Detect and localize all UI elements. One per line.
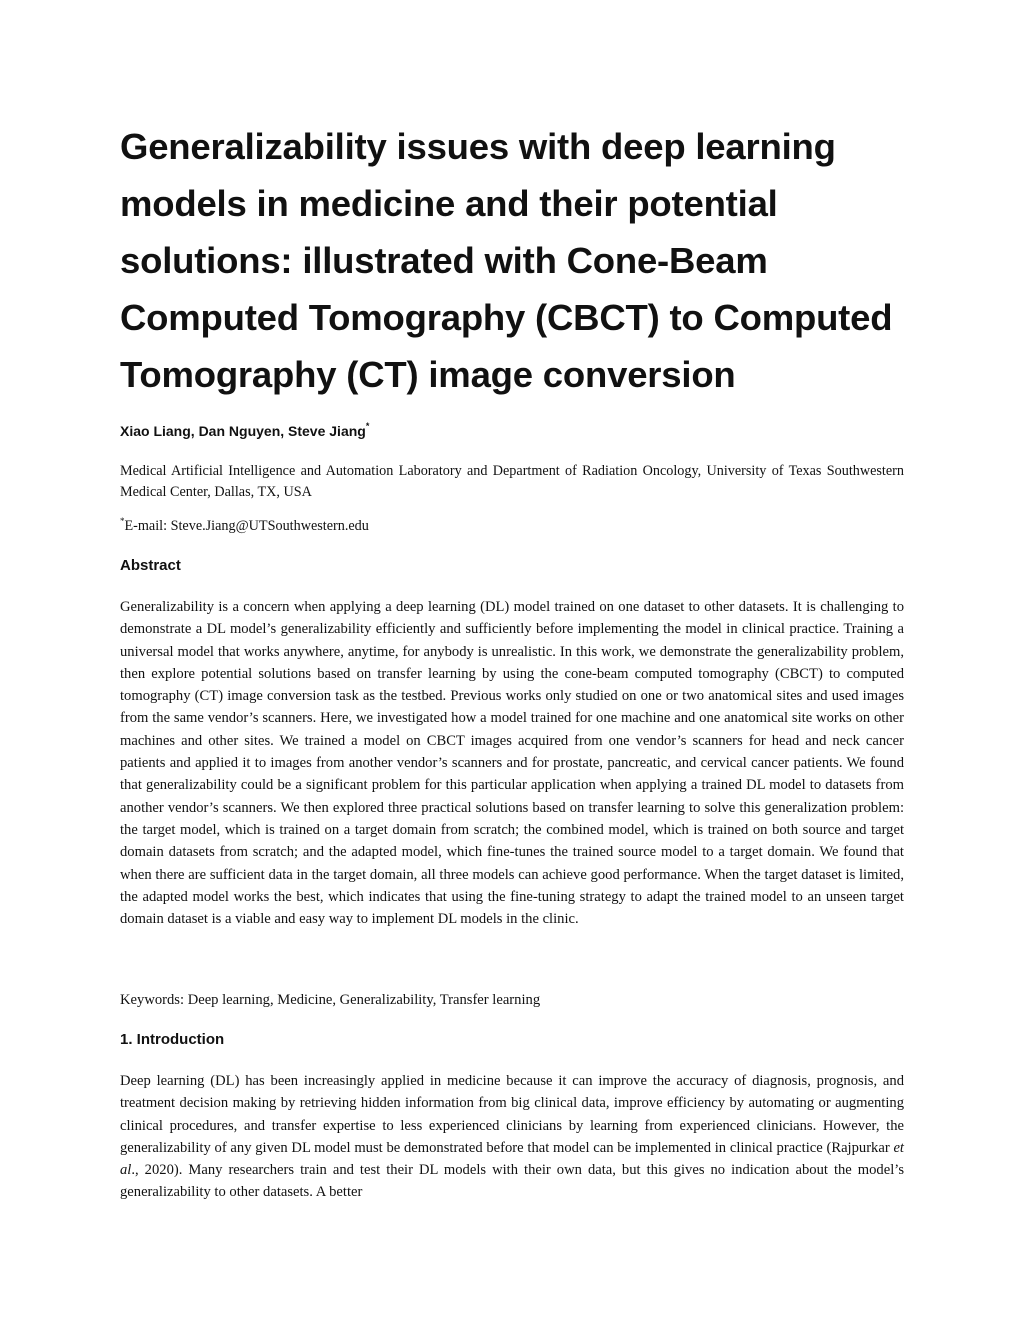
keywords: Keywords: Deep learning, Medicine, Generalizability, Transfer learning: [120, 992, 541, 1008]
abstract-heading: Abstract: [120, 557, 181, 574]
paper-title: Generalizability issues with deep learning models in medicine and their potential solutions: illustrated with Cone-Beam Computed Tomography (CBCT) to Computed Tomography (CT) image conversion: [120, 126, 893, 395]
intro-part-1: Deep learning (DL) has been increasingly applied in medicine because it can improve the accuracy of diagnosis, prognosis, and treatment decision making by retrieving hidden information from big clinical data, improve efficiency by automating or augmenting clinical procedures, and transfer expertise to less experienced clinicians by learning from experienced clinicians. However, the generalizability of any given DL model must be demonstrated before that model can be implemented in clinical practice (Rajpurkar: [120, 1073, 904, 1156]
intro-part-2: ., 2020). Many researchers train and test their DL models with their own data, but this gives no indication about the model’s generalizability to other datasets. A better: [120, 1162, 904, 1201]
author-list: [120, 421, 369, 441]
intro-et-al: et al: [120, 1139, 904, 1179]
introduction-heading: 1. Introduction: [120, 1031, 225, 1048]
corresponding-author-mark: *: [365, 421, 370, 431]
email-mark: *: [120, 516, 125, 526]
email-text: E-mail: Steve.Jiang@UTSouthwestern.edu: [124, 518, 369, 534]
abstract-text: Generalizability is a concern when applying a deep learning (DL) model trained on one dataset to other datasets. It is challenging to demonstrate a DL model’s generalizability efficiently and sufficiently before implementing the model in clinical practice. Training a universal model that works anywhere, anytime, for anybody is unrealistic. In this work, we demonstrate the generalizability problem, then explore potential solutions based on transfer learning by using the cone-beam computed tomography (CBCT) to computed tomography (CT) image conversion task as the testbed. Previous works only studied on one or two anatomical sites and used images from the same vendor’s scanners. Here, we investigated how a model trained for one machine and one anatomical site works on other machines and other sites. We trained a model on CBCT images acquired from one vendor’s scanners for head and neck cancer patients and applied it to images from another vendor’s scanners and for prostate, pancreatic, and cervical cancer patients. We found that generalizability could be a significant problem for this particular application when applying a trained DL model to datasets from another vendor’s scanners. We then explored three practical solutions based on transfer learning to solve this generalization problem: the target model, which is trained on a target domain from scratch; the combined model, which is trained on both source and target domain datasets from scratch; and the adapted model, which fine-tunes the trained source model to a target domain. We found that when there are sufficient data in the target domain, all three models can achieve good performance. When the target dataset is limited, the adapted model works the best, which indicates that using the fine-tuning strategy to adapt the trained model to an unseen target domain dataset is a viable and easy way to implement DL models in the clinic.: [120, 599, 904, 928]
author-names: Xiao Liang, Dan Nguyen, Steve Jiang: [120, 423, 366, 439]
affiliation: Medical Artificial Intelligence and Automation Laboratory and Department of Radiation Oncology, University of Texas Southwestern Medical Center, Dallas, TX, USA: [120, 463, 904, 500]
introduction-text: [120, 1070, 904, 1204]
email-line: [120, 516, 369, 536]
